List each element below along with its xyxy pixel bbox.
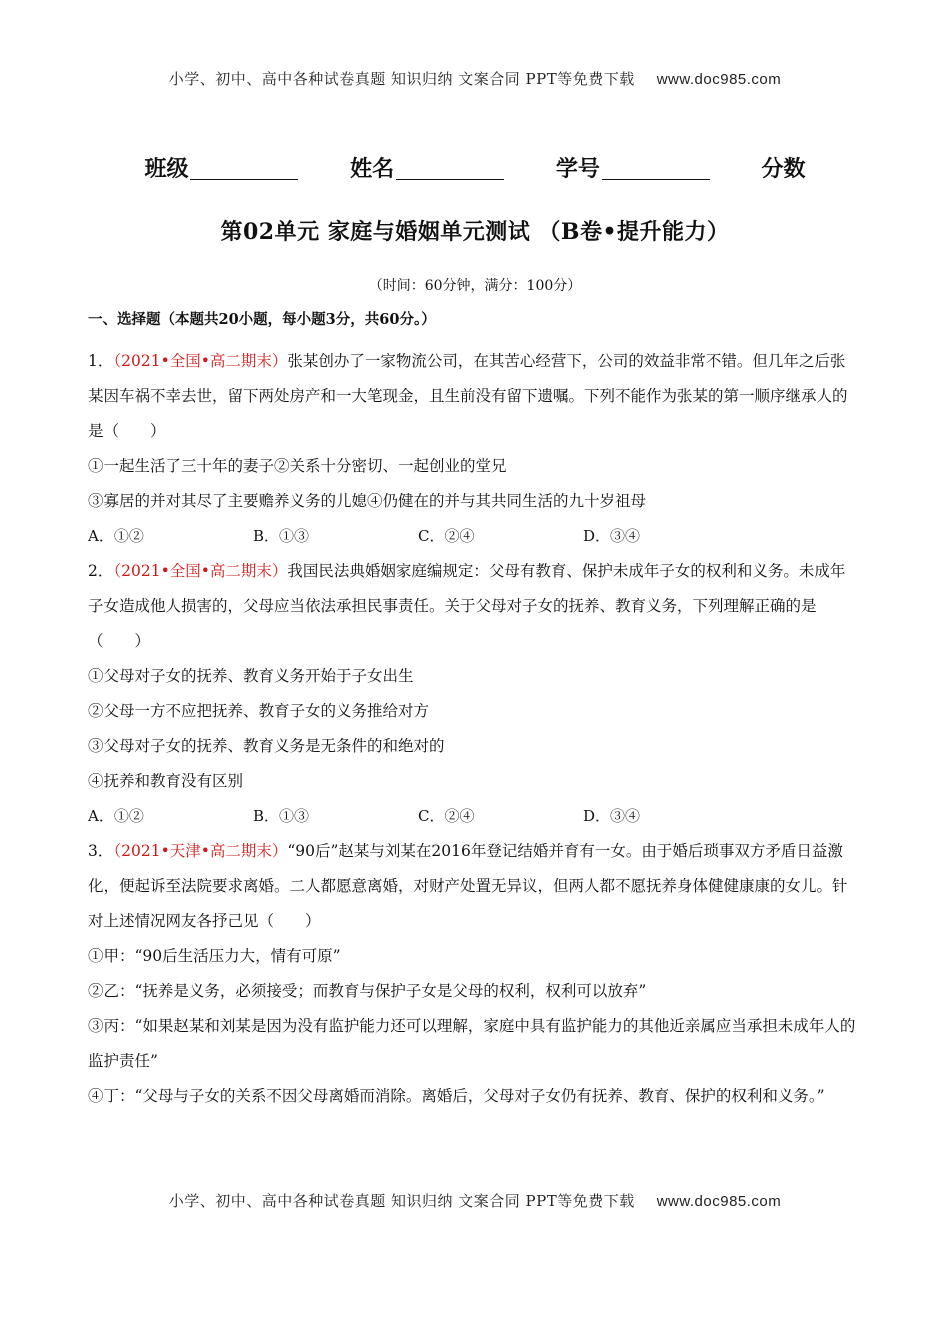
section-heading: 一、选择题（本题共20小题，每小题3分，共60分。） [88, 311, 436, 328]
option-a[interactable]: A．①② [88, 527, 144, 545]
option-c[interactable]: C．②④ [418, 807, 475, 825]
option-a[interactable]: A．①② [88, 807, 144, 825]
class-blank [190, 157, 298, 180]
answer-options [88, 799, 860, 834]
option-b[interactable]: B．①③ [253, 527, 310, 545]
question-item: ②父母一方不应把抚养、教育子女的义务推给对方 [88, 702, 430, 720]
option-c[interactable]: C．②④ [418, 527, 475, 545]
question-stem [88, 834, 860, 939]
id-label: 学号 [555, 156, 600, 182]
question-item: ③父母对子女的抚养、教育义务是无条件的和绝对的 [88, 737, 445, 755]
question-number: 3． [88, 842, 114, 860]
question-text: 张某创办了一家物流公司，在其苦心经营下，公司的效益非常不错。但几年之后张某因车祸不幸去世，留下两处房产和一大笔现金，且生前没有留下遗嘱。下列不能作为张某的第一顺序继承人的是（ ） [88, 352, 848, 440]
question-item: ③丙：“如果赵某和刘某是因为没有监护能力还可以理解，家庭中具有监护能力的其他近亲属应当承担未成年人的监护责任” [88, 1017, 856, 1070]
student-info-line [0, 152, 950, 183]
page-footer [0, 1190, 950, 1211]
page-title: 第02单元 家庭与婚姻单元测试 （B卷•提升能力） [220, 219, 730, 245]
name-blank [396, 157, 504, 180]
page-header [0, 68, 950, 89]
question-item: ③寡居的并对其尽了主要赡养义务的儿媳④仍健在的并与其共同生活的九十岁祖母 [88, 492, 647, 510]
footer-url[interactable]: www.doc985.com [656, 1193, 782, 1210]
option-d[interactable]: D．③④ [583, 527, 641, 545]
exam-content [88, 310, 860, 1114]
question-item: ④抚养和教育没有区别 [88, 772, 244, 790]
question-source: （2021•全国•高二期末） [113, 352, 288, 370]
question-stem [88, 554, 860, 659]
footer-text: 小学、初中、高中各种试卷真题 知识归纳 文案合同 PPT等免费下载 [168, 1192, 635, 1210]
answer-options [88, 519, 860, 554]
question-item: ①甲：“90后生活压力大，情有可原” [88, 947, 341, 965]
id-blank [602, 157, 710, 180]
header-url[interactable]: www.doc985.com [656, 71, 782, 88]
class-label: 班级 [144, 156, 189, 182]
question-source: （2021•全国•高二期末） [113, 562, 288, 580]
question-1 [88, 344, 860, 554]
question-item: ①父母对子女的抚养、教育义务开始于子女出生 [88, 667, 414, 685]
exam-subtitle: （时间：60分钟，满分：100分） [368, 278, 582, 294]
option-b[interactable]: B．①③ [253, 807, 310, 825]
name-label: 姓名 [350, 156, 395, 182]
question-item: ④丁：“父母与子女的关系不因父母离婚而消除。离婚后，父母对子女仍有抚养、教育、保护的权利和义务。” [88, 1087, 825, 1105]
question-2 [88, 554, 860, 834]
header-text: 小学、初中、高中各种试卷真题 知识归纳 文案合同 PPT等免费下载 [168, 70, 635, 88]
question-text: “90后”赵某与刘某在2016年登记结婚并育有一女。由于婚后琐事双方矛盾日益激化，便起诉至法院要求离婚。二人都愿意离婚，对财产处置无异议，但两人都不愿抚养身体健健康康的女儿。针对上述情况网友各抒己见（ ） [88, 842, 848, 930]
question-stem [88, 344, 860, 449]
score-label: 分数 [761, 156, 806, 182]
question-number: 1． [88, 352, 114, 370]
question-3 [88, 834, 860, 1114]
question-text: 我国民法典婚姻家庭编规定：父母有教育、保护未成年子女的权利和义务。未成年子女造成他人损害的，父母应当依法承担民事责任。关于父母对子女的抚养、教育义务，下列理解正确的是（ ） [88, 562, 846, 650]
option-d[interactable]: D．③④ [583, 807, 641, 825]
question-item: ①一起生活了三十年的妻子②关系十分密切、一起创业的堂兄 [88, 457, 507, 475]
question-number: 2． [88, 562, 114, 580]
question-source: （2021•天津•高二期末） [113, 842, 288, 860]
question-item: ②乙：“抚养是义务，必须接受；而教育与保护子女是父母的权利，权利可以放弃” [88, 982, 647, 1000]
